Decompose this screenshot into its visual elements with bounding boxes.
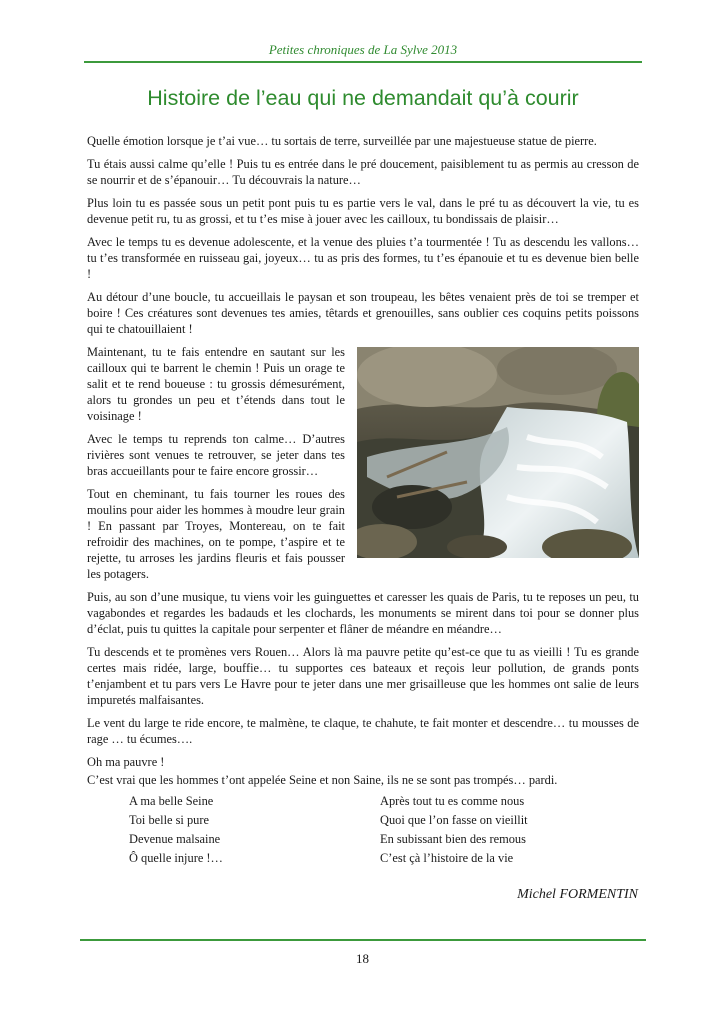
- article-title: Histoire de l’eau qui ne demandait qu’à courir: [147, 86, 579, 110]
- paragraph: Tu descends et te promènes vers Rouen… Alors là ma pauvre petite qu’est-ce que tu as vieilli ! Tu es grande certes mais ridée, large, bouffie… tu supportes ces bateaux et reçois leur pollution, de grands ponts t’enjambent et tu pars vers Le Havre pour te jeter dans une mer grisailleuse que les hommes ont salie de leurs impuretés malfaisantes.: [87, 645, 639, 707]
- poem-line: En subissant bien des remous: [380, 832, 526, 846]
- paragraph: Maintenant, tu te fais entendre en sautant sur les cailloux qui te barrent le chemin ! Puis un orage te salit et te rend boueuse : tu grossis démesurément, alors tu grondes un peu et t’étends dans tout le voisinage !: [87, 345, 345, 423]
- paragraph: Oh ma pauvre !: [87, 755, 165, 769]
- stream-photo: [357, 347, 639, 558]
- poem-stanza-left: [129, 792, 359, 868]
- paragraph: Puis, au son d’une musique, tu viens voir les guinguettes et caresser les quais de Paris, tu te reposes un peu, tu vagabondes et regardes les badauds et les clochards, les monuments se mirent dans toi pour se donner plus d’éclat, puis tu quittes la capitale pour serpenter et flâner de méandre en méandre…: [87, 590, 639, 636]
- paragraph: Quelle émotion lorsque je t’ai vue… tu sortais de terre, surveillée par une majestueuse statue de pierre.: [87, 134, 597, 148]
- running-header: Petites chroniques de La Sylve 2013: [268, 42, 458, 57]
- paragraph: Tu étais aussi calme qu’elle ! Puis tu es entrée dans le pré doucement, paisiblement tu as permis au cresson de se nourrir et de s’épanouir… Tu découvrais la nature…: [87, 157, 639, 187]
- paragraph: Avec le temps tu es devenue adolescente, et la venue des pluies t’a tourmentée ! Tu as descendu les vallons… tu t’es transformée en ruisseau gai, joyeux… tu as pris des formes, tu t’es épanouie et tu es devenue bien belle !: [87, 235, 639, 281]
- article-body: [87, 133, 639, 795]
- paragraph: Au détour d’une boucle, tu accueillais le paysan et son troupeau, les bêtes venaient près de toi se tremper et boire ! Ces créatures sont devenues tes amies, têtards et grenouilles, sans oublier ces coquins petits poissons qui te chatouillaient !: [87, 290, 639, 336]
- header-divider: [84, 61, 642, 63]
- poem-line: Quoi que l’on fasse on vieillit: [380, 813, 528, 827]
- poem-line: Après tout tu es comme nous: [380, 794, 525, 808]
- poem-line: Ô quelle injure !…: [129, 851, 223, 865]
- paragraph: Le vent du large te ride encore, te malmène, te claque, te chahute, te fait monter et descendre… tu mousses de rage … tu écumes….: [87, 716, 639, 746]
- author-signature: Michel FORMENTIN: [517, 887, 638, 902]
- footer-divider: [80, 939, 646, 941]
- poem-line: Devenue malsaine: [129, 832, 221, 846]
- poem-line: A ma belle Seine: [129, 794, 214, 808]
- poem-stanza-right: [380, 792, 610, 868]
- paragraph: Plus loin tu es passée sous un petit pont puis tu es partie vers le val, dans le pré tu as découvert la vie, tu es devenue petit ru, tu as grossi, et tu t’es mise à jouer avec les cailloux, tu bondissais de plaisir…: [87, 196, 639, 226]
- page-number: 18: [356, 951, 369, 966]
- paragraph: Tout en cheminant, tu fais tourner les roues des moulins pour aider les hommes à moudre leur grain ! En passant par Troyes, Montereau, on te fait refroidir des machines, on te pompe, t’aspire et te rejette, tu arroses les jardins fleuris et fais pousser les potagers.: [87, 487, 345, 581]
- poem-line: C’est çà l’histoire de la vie: [380, 851, 514, 865]
- poem-line: Toi belle si pure: [129, 813, 209, 827]
- paragraph: C’est vrai que les hommes t’ont appelée Seine et non Saine, ils ne se sont pas trompés… pardi.: [87, 773, 558, 787]
- paragraph: Avec le temps tu reprends ton calme… D’autres rivières sont venues te retrouver, se jeter dans tes bras accueillants pour te faire encore grossir…: [87, 432, 345, 478]
